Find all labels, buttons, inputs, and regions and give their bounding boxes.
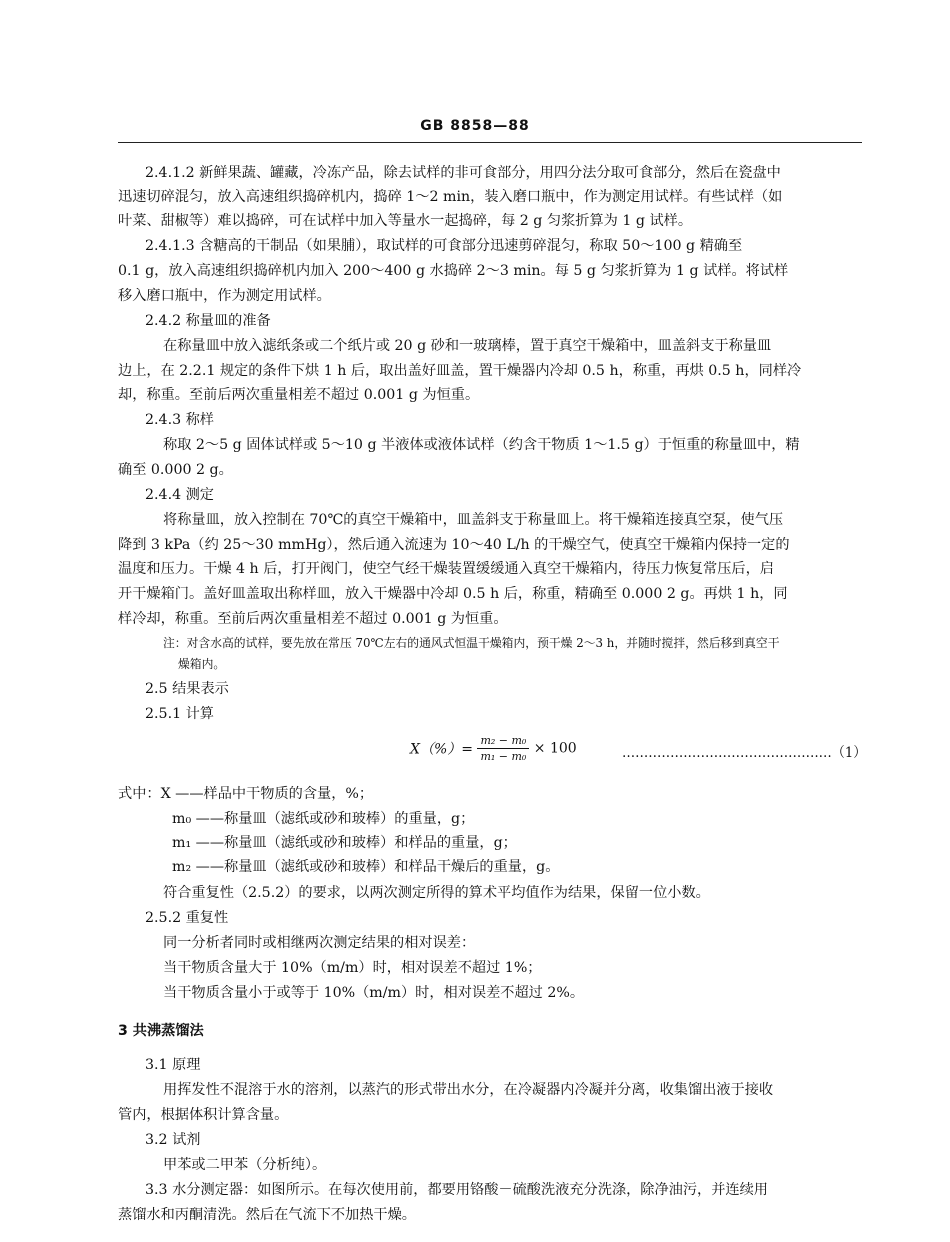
paragraph-line: 蒸馏水和丙酮清洗。然后在气流下不加热干燥。 [118, 1207, 416, 1223]
paragraph-line: 当干物质含量小于或等于 10%（m/m）时，相对误差不超过 2%。 [163, 985, 585, 1001]
formula-numerator: m₂ − m₀ [477, 734, 529, 749]
header-rule [118, 142, 862, 143]
paragraph-line: 甲苯或二甲苯（分析纯）。 [163, 1157, 327, 1173]
formula-1 [410, 734, 577, 774]
paragraph-line: 确至 0.000 2 g。 [118, 462, 233, 478]
formula-denominator: m₁ − m₀ [480, 750, 527, 763]
variable-definition: m₂ ——称量皿（滤纸或砂和玻棒）和样品干燥后的重量，g。 [172, 859, 560, 875]
paragraph-line: 移入磨口瓶中，作为测定用试样。 [118, 288, 331, 304]
paragraph-line: 将称量皿，放入控制在 70℃的真空干燥箱中，皿盖斜支于称量皿上。将干燥箱连接真空泵，使气压 [163, 512, 784, 528]
chapter-heading: 3 共沸蒸馏法 [118, 1023, 204, 1039]
section-heading: 2.5.2 重复性 [145, 910, 229, 926]
paragraph-line: 样冷却，称重。至前后两次重量相差不超过 0.001 g 为恒重。 [118, 611, 508, 627]
variable-definition: m₀ ——称量皿（滤纸或砂和玻棒）的重量，g； [172, 811, 475, 827]
paragraph-line: 却，称重。至前后两次重量相差不超过 0.001 g 为恒重。 [118, 387, 480, 403]
paragraph-line: 温度和压力。干燥 4 h 后，打开阀门，使空气经干燥装置缓缓通入真空干燥箱内，待压力恢复常压后，启 [118, 561, 774, 577]
note-line: 燥箱内。 [178, 657, 226, 671]
formula-fraction [477, 734, 529, 763]
section-heading: 2.4.4 测定 [145, 487, 214, 503]
variable-definition: m₁ ——称量皿（滤纸或砂和玻棒）和样品的重量，g； [172, 835, 517, 851]
paragraph-line: 同一分析者同时或相继两次测定结果的相对误差： [163, 935, 476, 951]
paragraph-line: 边上，在 2.2.1 规定的条件下烘 1 h 后，取出盖好皿盖，置干燥器内冷却 0.5 h，称重，再烘 0.5 h，同样冷 [118, 363, 802, 379]
section-heading: 2.5 结果表示 [145, 681, 229, 697]
section-heading: 2.4.2 称量皿的准备 [145, 313, 271, 329]
paragraph-line: 在称量皿中放入滤纸条或二个纸片或 20 g 砂和一玻璃棒，置于真空干燥箱中，皿盖斜支于称量皿 [163, 338, 772, 354]
paragraph-line: 当干物质含量大于 10%（m/m）时，相对误差不超过 1%； [163, 960, 542, 976]
document-number: GB 8858—88 [420, 118, 530, 134]
formula-rhs: × 100 [533, 740, 577, 757]
paragraph-line: 称取 2～5 g 固体试样或 5～10 g 半液体或液体试样（约含干物质 1～1.5 g）于恒重的称量皿中，精 [163, 437, 800, 453]
section-heading: 3.2 试剂 [145, 1132, 201, 1148]
paragraph-line: 降到 3 kPa（约 25～30 mmHg），然后通入流速为 10～40 L/h 的干燥空气，使真空干燥箱内保持一定的 [118, 537, 790, 553]
paragraph-line: 开干燥箱门。盖好皿盖取出称样皿，放入干燥器中冷却 0.5 h 后，称重，精确至 0.000 2 g。再烘 1 h，同 [118, 586, 788, 602]
paragraph-line: 符合重复性（2.5.2）的要求，以两次测定所得的算术平均值作为结果，保留一位小数。 [163, 885, 710, 901]
note-line: 注：对含水高的试样，要先放在常压 70℃左右的通风式恒温干燥箱内，预干燥 2～3 h，并随时搅拌，然后移到真空干 [163, 636, 780, 650]
section-heading: 3.1 原理 [145, 1057, 201, 1073]
paragraph-line: 管内，根据体积计算含量。 [118, 1107, 289, 1123]
paragraph-line: 迅速切碎混匀，放入高速组织捣碎机内，捣碎 1～2 min，装入磨口瓶中，作为测定用试样。有些试样（如 [118, 189, 783, 205]
paragraph-line: 2.4.1.3 含糖高的干制品（如果脯），取试样的可食部分迅速剪碎混匀，称取 50～100 g 精确至 [145, 238, 743, 254]
paragraph-line: 0.1 g，放入高速组织捣碎机内加入 200～400 g 水捣碎 2～3 min。每 5 g 匀浆折算为 1 g 试样。将试样 [118, 263, 789, 279]
section-heading: 2.5.1 计算 [145, 706, 214, 722]
paragraph-line: 用挥发性不混溶于水的溶剂，以蒸汽的形式带出水分，在冷凝器内冷凝并分离，收集馏出液于接收 [163, 1082, 774, 1098]
paragraph-line: 叶菜、甜椒等）难以捣碎，可在试样中加入等量水一起捣碎，每 2 g 匀浆折算为 1 g 试样。 [118, 213, 693, 229]
paragraph-line: 2.4.1.2 新鲜果蔬、罐藏，冷冻产品，除去试样的非可食部分，用四分法分取可食部分，然后在瓷盘中 [145, 165, 781, 181]
paragraph-line: 式中：X ——样品中干物质的含量，%； [118, 786, 374, 802]
formula-lhs: X（%）= [410, 741, 473, 758]
section-heading: 2.4.3 称样 [145, 412, 214, 428]
equation-number: …………………………………………（1） [622, 745, 867, 761]
paragraph-line: 3.3 水分测定器：如图所示。在每次使用前，都要用铬酸－硫酸洗液充分洗涤，除净油污，并连续用 [145, 1182, 768, 1198]
